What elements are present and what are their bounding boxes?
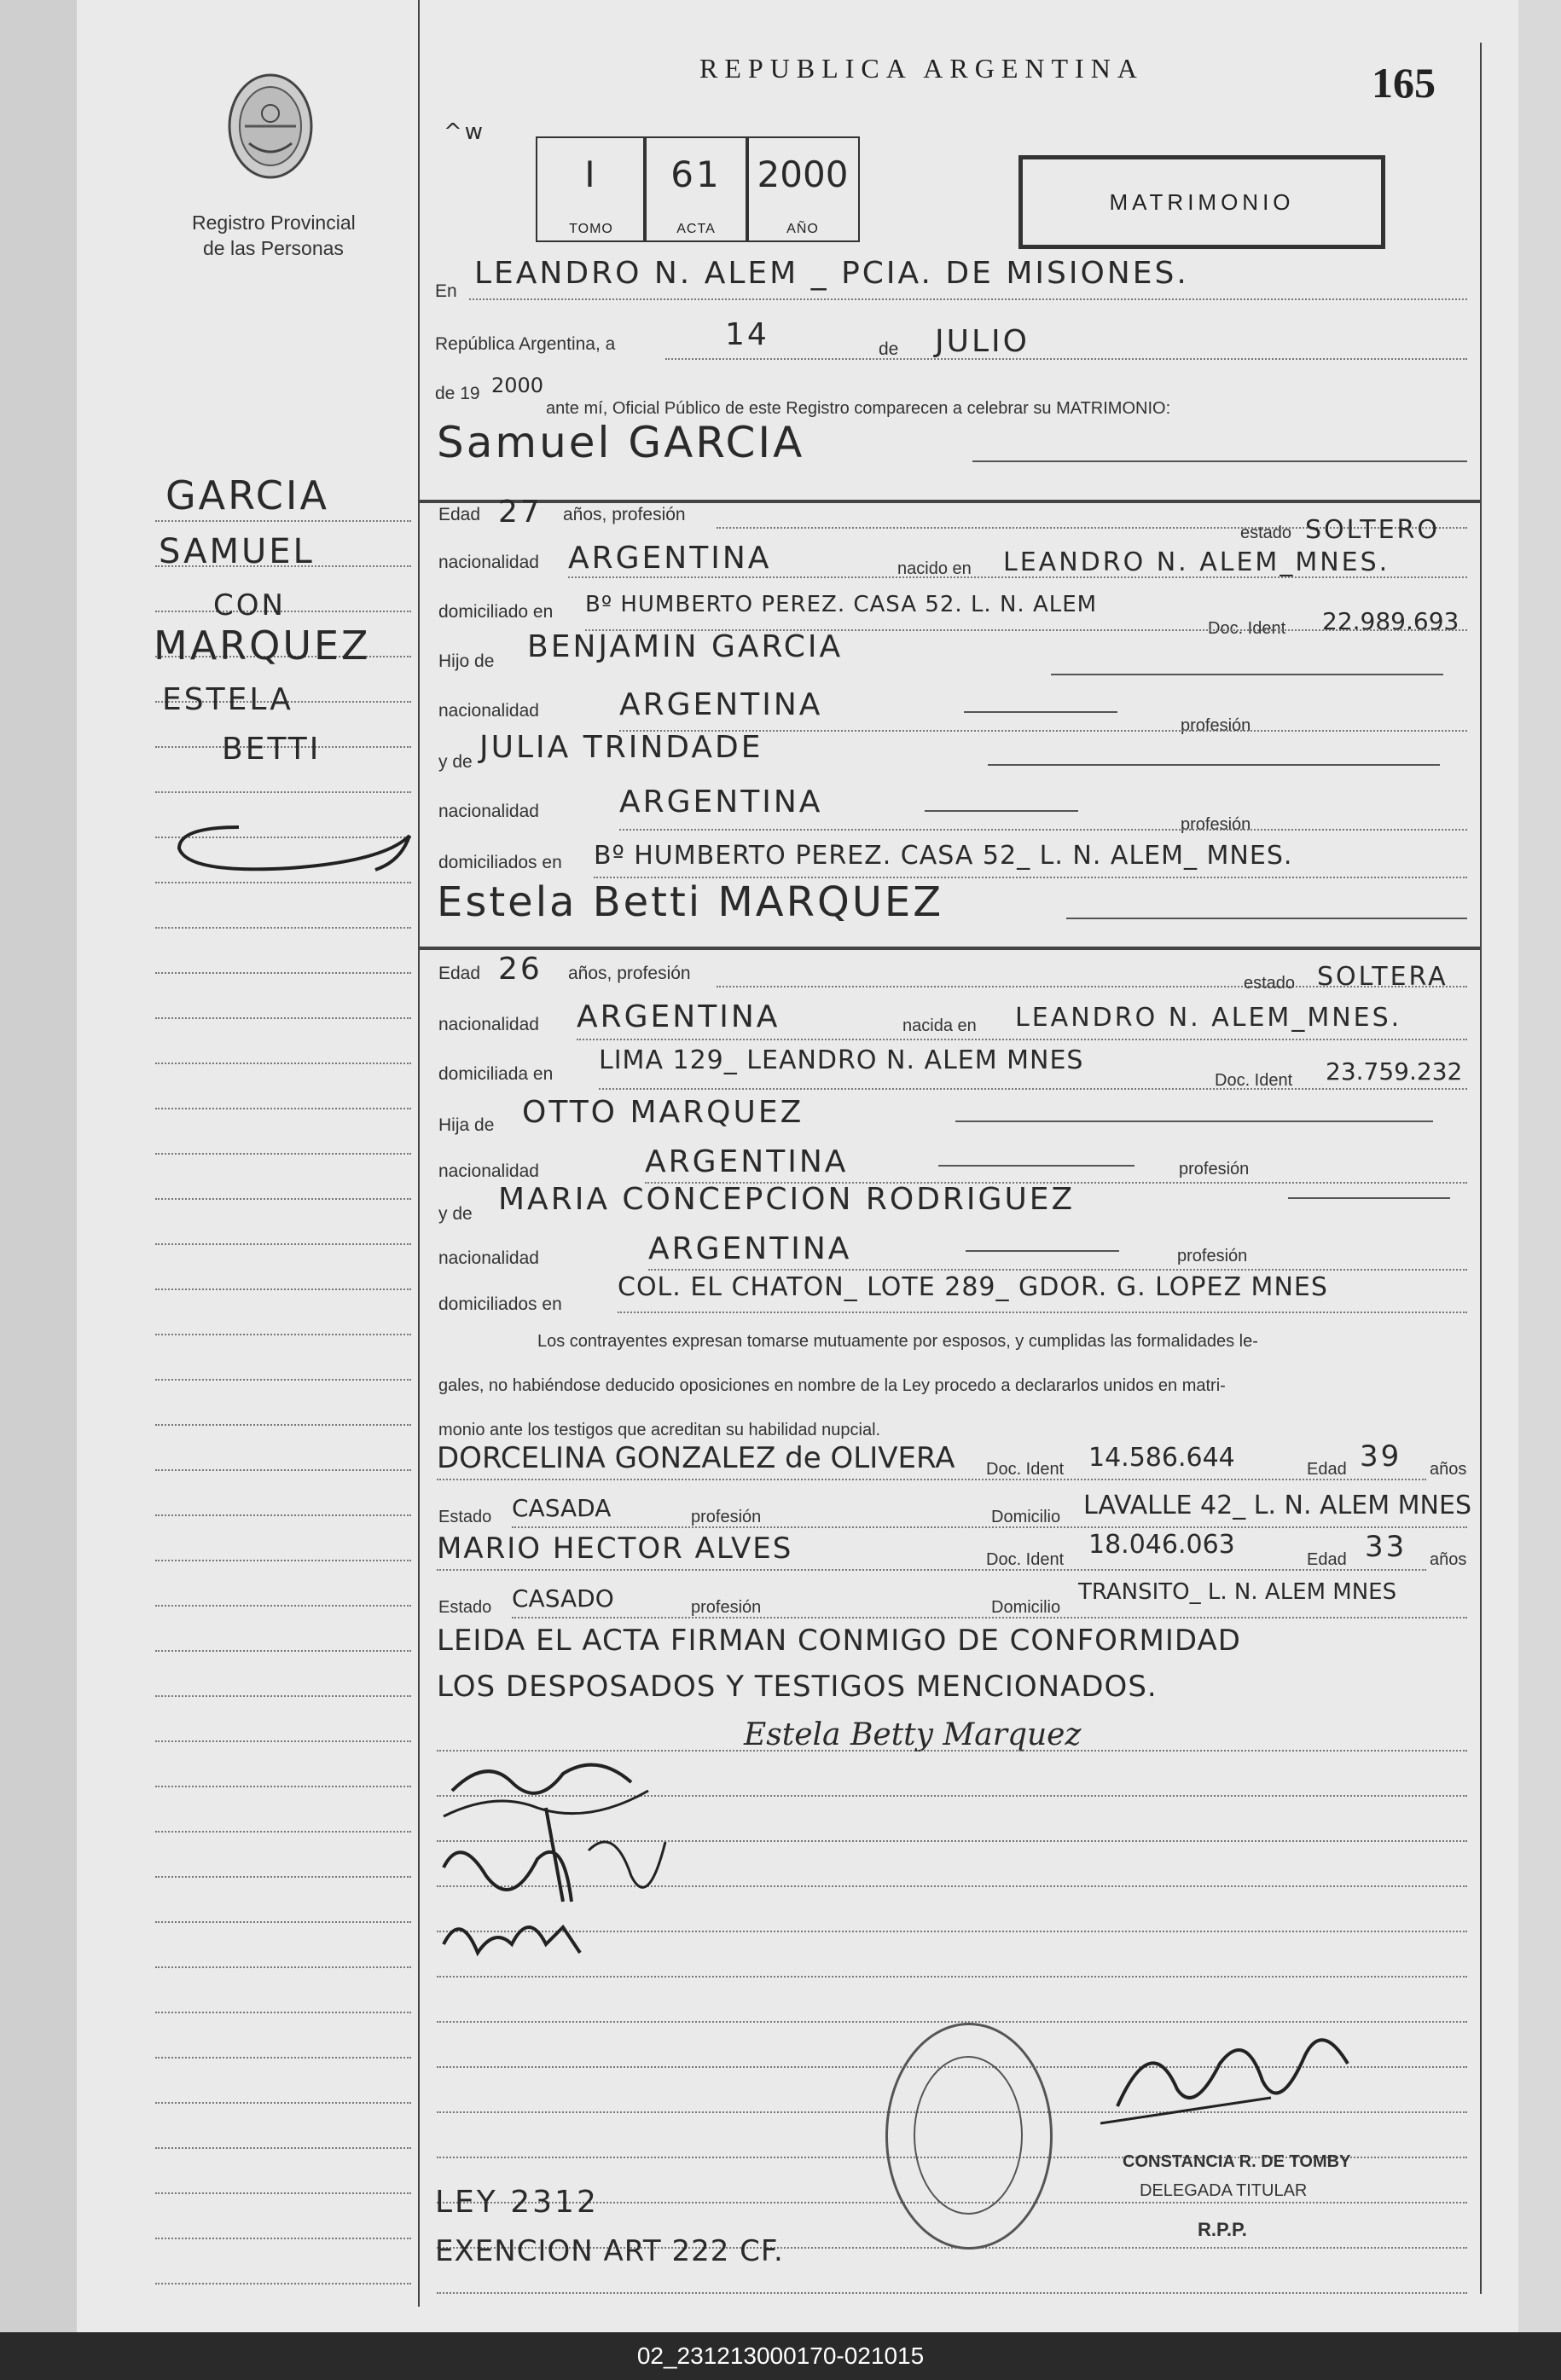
witness2-estado: CASADO [512,1584,614,1613]
groom-name: Samuel GARCIA [437,418,805,467]
witness1-estado-line [512,1526,1467,1528]
margin-rule [155,1469,411,1471]
witness1-estado: CASADA [512,1494,612,1522]
witness2-line [437,1569,1426,1571]
bride-father-nac-dash [938,1165,1134,1167]
bride-dom-line [599,1088,1467,1090]
groom-mother-nac: ARGENTINA [619,785,823,819]
witness1-age: 39 [1360,1439,1402,1474]
margin-rule [155,1424,411,1426]
groom-doc: 22.989.693 [1322,607,1459,635]
writing-rule [437,2292,1467,2294]
bride-mother: MARIA CONCEPCION RODRIGUEZ [498,1182,1076,1217]
margin-rule [155,2283,411,2284]
bride-mother-nac-dash [966,1250,1119,1252]
bride-parents-dom-line [618,1312,1467,1313]
acta-label: ACTA [676,222,716,236]
bride-nacionalidad: ARGENTINA [577,999,780,1034]
groom-nacido: LEANDRO N. ALEM_MNES. [1003,547,1390,577]
statement-line-2: gales, no habiéndose deducido oposiciones en nombre de la Ley procedo a declararlos unidos en matri- [438,1376,1226,1395]
witness2-dom-label: Domicilio [991,1598,1061,1617]
margin-rule [155,1650,411,1652]
groom-age: 27 [498,495,543,530]
margin-note-1: GARCIA [165,472,329,518]
bride-edad-label: Edad [438,964,481,983]
witness1-prof-label: profesión [691,1508,762,1526]
witness1-domicilio: LAVALLE 42_ L. N. ALEM MNES [1083,1491,1471,1520]
margin-rule [155,1108,411,1109]
groom-father-line [1051,674,1443,675]
bride-dom-label: domiciliada en [438,1064,554,1084]
margin-flourish [171,810,418,878]
witness1-estado-label: Estado [438,1508,492,1526]
tomo-value: I [584,153,598,195]
exencion-note: EXENCION ART 222 CF. [435,2234,784,2268]
bride-signature: Estela Betty Marquez [744,1717,1082,1752]
groom-mother-prof-label: profesión [1181,815,1251,834]
witness2-name: MARIO HECTOR ALVES [437,1532,793,1566]
bride-parents-dom-label: domiciliados en [438,1294,562,1314]
place-line [469,298,1467,300]
year-value: 2000 [491,374,544,397]
closing-line-1: LEIDA EL ACTA FIRMAN CONMIGO DE CONFORMIDAD [437,1624,1241,1658]
margin-rule [155,1966,411,1968]
groom-dom-label: domiciliado en [438,602,554,622]
bride-father: OTTO MARQUEZ [522,1095,804,1130]
margin-rule [155,1921,411,1923]
margin-rule [155,1605,411,1607]
margin-rule [155,1198,411,1200]
anio-label: AÑO [786,222,819,236]
groom-mother-nac-line [619,829,1467,831]
groom-mother-line [988,764,1440,766]
witness2-doc: 18.046.063 [1088,1530,1235,1560]
margin-rule [155,882,411,883]
bride-hija-label: Hija de [438,1115,495,1135]
groom-estado-label: estado [1240,524,1292,542]
registry-line-1: Registro Provincial [192,211,356,234]
witness2-anos: años [1430,1550,1467,1569]
column-divider [418,0,420,2307]
margin-rule [155,2147,411,2149]
witness1-doc: 14.586.644 [1088,1443,1235,1473]
bride-doc-label: Doc. Ident [1215,1071,1293,1090]
bride-domicilio: LIMA 129_ LEANDRO N. ALEM MNES [599,1045,1084,1075]
bride-mother-line [1288,1197,1450,1199]
margin-rule [155,1560,411,1561]
bride-nac-label: nacionalidad [438,1015,539,1034]
margin-note-3: CON [213,588,286,623]
margin-rule [155,1831,411,1833]
margin-rule [155,1153,411,1155]
right-frame [1480,43,1482,2294]
bride-parents-dom: COL. EL CHATON_ LOTE 289_ GDOR. G. LOPEZ MNES [618,1272,1328,1302]
bride-father-nac: ARGENTINA [645,1144,849,1179]
groom-name-line [972,460,1467,462]
witness1-doc-label: Doc. Ident [986,1460,1065,1479]
bride-mother-nac-line [648,1269,1467,1271]
anio-value: 2000 [757,153,849,195]
date-line [665,358,1467,360]
groom-profesion-label: años, profesión [563,505,686,524]
bride-father-line [955,1121,1433,1122]
margin-rule [155,1243,411,1245]
bride-mother-prof-label: profesión [1177,1247,1248,1265]
tomo-label: TOMO [569,222,613,236]
signatures-scribble [435,1757,708,1978]
groom-father-nac-label: nacionalidad [438,701,539,721]
witness2-estado-line [512,1617,1467,1619]
witness1-edad-label: Edad [1307,1460,1347,1479]
stamp-line-1: CONSTANCIA R. DE TOMBY [1123,2152,1351,2171]
doc-type-label: MATRIMONIO [1109,189,1295,215]
witness1-name: DORCELINA GONZALEZ de OLIVERA [437,1441,955,1475]
groom-nacido-label: nacido en [897,559,972,578]
margin-rule [155,1695,411,1697]
groom-estado: SOLTERO [1305,515,1440,545]
groom-father-prof-label: profesión [1181,716,1251,735]
bride-mother-nac: ARGENTINA [648,1231,852,1266]
groom-mother-nac-dash [925,810,1078,812]
de-label: de [879,339,899,359]
margin-rule [155,2057,411,2059]
acta-value: 61 [670,153,722,195]
acta-box [643,136,749,242]
stamp-line-3: R.P.P. [1198,2219,1247,2240]
margin-rule [155,1786,411,1787]
binding-edge [0,0,77,2332]
country-title: REPUBLICA ARGENTINA [699,53,1144,84]
margin-note-6: BETTI [222,732,322,767]
groom-father-nac-dash [964,711,1117,713]
groom-hijo-label: Hijo de [438,651,495,671]
margin-rule [155,2102,411,2104]
margin-rule [155,1063,411,1064]
groom-edad-label: Edad [438,505,481,524]
witness1-line [437,1479,1426,1480]
groom-domicilio: Bº HUMBERTO PEREZ. CASA 52. L. N. ALEM [585,592,1098,617]
stamp-line-2: DELEGADA TITULAR [1140,2181,1308,2200]
anio-box [746,136,860,242]
witness2-edad-label: Edad [1307,1550,1347,1569]
statement-line-3: monio ante los testigos que acreditan su habilidad nupcial. [438,1421,881,1439]
margin-note-5: ESTELA [162,682,293,717]
margin-rule [155,1334,411,1335]
margin-note-2: SAMUEL [159,532,315,571]
groom-nac-label: nacionalidad [438,553,539,572]
margin-rule [155,2012,411,2013]
ley-note: LEY 2312 [435,2185,599,2220]
year-prefix: de 19 [435,384,480,403]
bride-yde-label: y de [438,1204,473,1224]
groom-doc-label: Doc. Ident [1208,619,1286,638]
scan-id-footer [0,2332,1561,2380]
bride-age: 26 [498,952,543,987]
bride-mother-nac-label: nacionalidad [438,1248,539,1268]
witness1-anos: años [1430,1460,1467,1479]
intro-text: ante mí, Oficial Público de este Registro comparecen a celebrar su MATRIMONIO: [546,399,1171,418]
month-value: JULIO [935,324,1030,359]
groom-mother: JULIA TRINDADE [479,730,763,765]
matrimonio-box [1018,155,1385,249]
margin-rule [155,1288,411,1290]
registry-line-2: de las Personas [203,237,344,259]
groom-nac-line [568,576,1467,578]
official-signature [1100,2012,1382,2132]
witness1-dom-label: Domicilio [991,1508,1061,1526]
bride-father-nac-label: nacionalidad [438,1161,539,1181]
margin-rule [155,927,411,929]
witness2-doc-label: Doc. Ident [986,1550,1065,1569]
tomo-box [536,136,647,242]
margin-rule [155,1379,411,1381]
groom-parents-dom-label: domiciliados en [438,853,562,872]
bride-father-prof-label: profesión [1179,1160,1250,1178]
republica-label: República Argentina, a [435,334,616,354]
bride-profesion-label: años, profesión [568,964,691,983]
groom-father-nac: ARGENTINA [619,687,823,722]
margin-rule [155,972,411,974]
groom-parents-dom: Bº HUMBERTO PEREZ. CASA 52_ L. N. ALEM_ MNES. [594,841,1293,871]
groom-section-rule [418,500,1480,503]
day-value: 14 [725,317,769,352]
writing-rule [437,1750,1467,1752]
groom-father: BENJAMIN GARCIA [527,629,844,664]
margin-rule [155,2192,411,2194]
scan-id: 02_231213000170-021015 [636,2342,925,2369]
page-number: 165 [1372,59,1436,107]
margin-rule [155,1876,411,1878]
margin-rule [155,791,411,793]
bride-doc: 23.759.232 [1326,1057,1463,1086]
corner-mark: ^w [444,119,486,145]
witness2-prof-label: profesión [691,1598,762,1617]
bride-name: Estela Betti MARQUEZ [437,878,944,926]
bride-nacida: LEANDRO N. ALEM_MNES. [1015,1003,1402,1033]
margin-rule [155,520,411,522]
place-value: LEANDRO N. ALEM _ PCIA. DE MISIONES. [474,256,1189,291]
margin-rule [155,1740,411,1742]
witness2-estado-label: Estado [438,1598,492,1617]
margin-note-4: MARQUEZ [154,623,371,669]
bride-nacida-label: nacida en [902,1016,977,1035]
bride-section-rule [418,947,1480,950]
margin-rule [155,2238,411,2239]
margin-rule [155,1514,411,1516]
en-label: En [435,281,457,301]
groom-nacionalidad: ARGENTINA [568,541,772,576]
witness2-age: 33 [1365,1530,1407,1564]
closing-line-2: LOS DESPOSADOS Y TESTIGOS MENCIONADOS. [437,1670,1158,1704]
official-seal-icon [885,2023,1053,2250]
groom-yde-label: y de [438,752,473,772]
statement-line-1: Los contrayentes expresan tomarse mutuamente por esposos, y cumplidas las formalidades le- [537,1332,1258,1351]
witness2-domicilio: TRANSITO_ L. N. ALEM MNES [1078,1579,1397,1605]
bride-estado: SOLTERA [1317,962,1448,992]
bride-nac-line [577,1039,1467,1040]
margin-rule [155,1017,411,1019]
groom-mother-nac-label: nacionalidad [438,802,539,821]
province-coat-of-arms-icon [223,67,317,194]
bride-name-line [1066,918,1467,919]
bride-estado-label: estado [1244,974,1296,993]
